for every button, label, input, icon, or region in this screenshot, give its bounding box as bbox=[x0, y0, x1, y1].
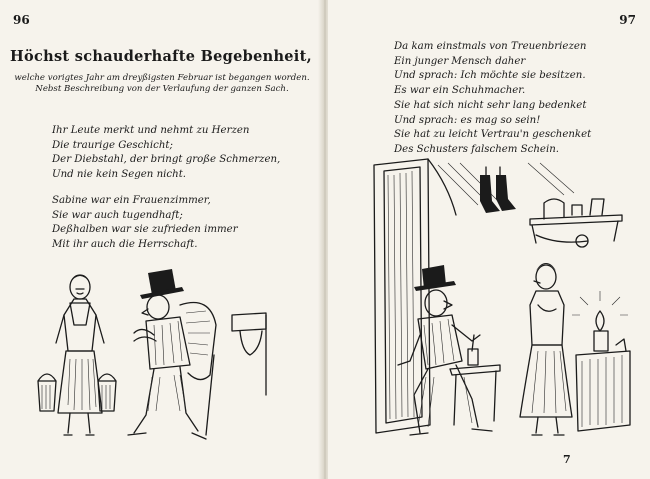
sabine-figure bbox=[520, 263, 572, 435]
verse-line: Sie hat sich nicht sehr lang bedenket bbox=[394, 100, 587, 111]
verse-line: Und sprach: es mag so sein! bbox=[394, 114, 541, 126]
illustration-shoemaker-and-sabine bbox=[368, 155, 633, 445]
left-page bbox=[0, 0, 322, 479]
subtitle-line: Nebst Beschreibung von der Verlaufung der ganzen Sach. bbox=[35, 84, 289, 94]
verse-line: Es war ein Schuhmacher. bbox=[394, 84, 526, 96]
verse-line: Des Schusters falschem Schein. bbox=[394, 143, 560, 155]
verse-line: Sie war auch tugendhaft; bbox=[52, 209, 183, 221]
illustration-woman-and-traveler bbox=[30, 255, 290, 450]
signature-mark: 7 bbox=[563, 453, 571, 466]
subtitle-line: welche vorigtes Jahr am dreyßigsten Februar ist begangen worden. bbox=[14, 73, 310, 83]
verse-line: Sabine war ein Frauenzimmer, bbox=[52, 195, 211, 206]
page-number-right: 97 bbox=[619, 13, 636, 27]
stanza-3 bbox=[394, 40, 586, 98]
verse-line: Da kam einstmals von Treuenbriezen bbox=[394, 41, 587, 52]
verse-line: Und sprach: Ich möchte sie besitzen. bbox=[394, 70, 586, 82]
verse-line: Die traurige Geschicht; bbox=[52, 139, 173, 151]
hanging-boots bbox=[480, 167, 516, 213]
verse-line: Und nie kein Segen nicht. bbox=[52, 168, 187, 180]
verse-line: Der Diebstahl, der bringt große Schmerzen, bbox=[52, 154, 281, 166]
kitchen-shelf bbox=[530, 199, 622, 247]
right-page bbox=[328, 0, 650, 479]
page-number-left: 96 bbox=[13, 13, 30, 27]
verse-line: Ihr Leute merkt und nehmt zu Herzen bbox=[52, 125, 250, 136]
poem-title: Höchst schauderhafte Begebenheit, bbox=[10, 48, 312, 65]
traveler-figure bbox=[128, 269, 216, 439]
woman-figure bbox=[38, 275, 116, 435]
verse-line: Ein junger Mensch daher bbox=[394, 55, 526, 67]
poem-subtitle bbox=[6, 73, 318, 95]
verse-line: Mit ihr auch die Herrschaft. bbox=[52, 238, 198, 250]
verse-line: Deßhalben war sie zufrieden immer bbox=[52, 224, 238, 236]
stanza-4 bbox=[394, 99, 591, 157]
kitchen-counter bbox=[572, 291, 630, 431]
verse-line: Sie hat zu leicht Vertrau'n geschenket bbox=[394, 129, 592, 141]
stanza-2 bbox=[52, 194, 238, 252]
wall-poster bbox=[232, 313, 266, 395]
stanza-1 bbox=[52, 124, 280, 182]
